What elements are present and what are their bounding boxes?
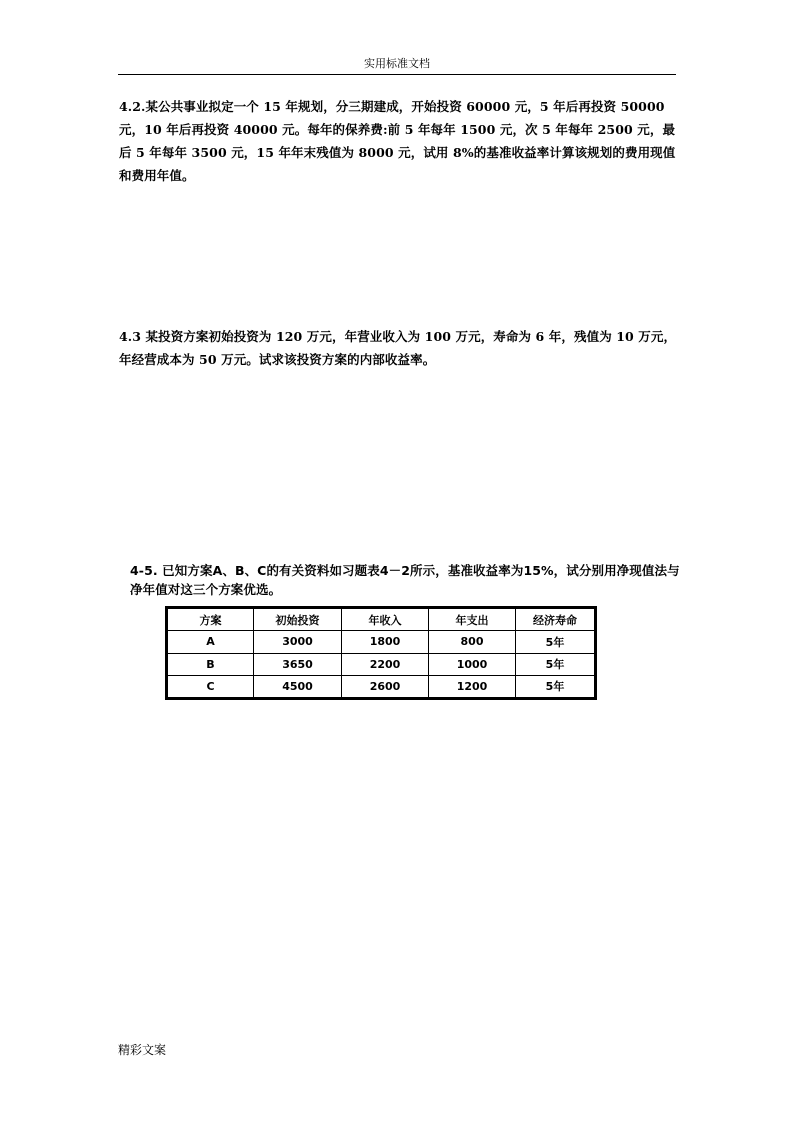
scheme-table-grid bbox=[167, 608, 595, 698]
table-cell: 5年 bbox=[516, 631, 595, 653]
table-cell: C bbox=[168, 675, 254, 697]
table-header-cell: 年收入 bbox=[342, 609, 429, 631]
table-header-cell: 初始投资 bbox=[254, 609, 342, 631]
table-header-cell: 经济寿命 bbox=[516, 609, 595, 631]
table-cell: 1200 bbox=[429, 675, 516, 697]
scheme-table bbox=[165, 606, 597, 700]
table-header-cell: 方案 bbox=[168, 609, 254, 631]
table-cell: A bbox=[168, 631, 254, 653]
problem-4-3: 4.3 某投资方案初始投资为 120 万元，年营业收入为 100 万元，寿命为 6 年，残值为 10 万元，年经营成本为 50 万元。试求该投资方案的内部收益率。 bbox=[119, 329, 677, 367]
table-cell: B bbox=[168, 653, 254, 675]
table-header-cell: 年支出 bbox=[429, 609, 516, 631]
table-row bbox=[168, 675, 595, 697]
page-header: 实用标准文档 bbox=[118, 55, 676, 75]
page-footer: 精彩文案 bbox=[118, 1043, 167, 1057]
table-row bbox=[168, 653, 595, 675]
table-cell: 1800 bbox=[342, 631, 429, 653]
table-cell: 4500 bbox=[254, 675, 342, 697]
problem-4-5: 4-5. 已知方案A、B、C的有关资料如习题表4－2所示，基准收益率为15%，试分别用净现值法与净年值对这三个方案优选。 bbox=[130, 563, 680, 597]
table-cell: 1000 bbox=[429, 653, 516, 675]
table-cell: 800 bbox=[429, 631, 516, 653]
table-header-row bbox=[168, 609, 595, 631]
table-cell: 5年 bbox=[516, 675, 595, 697]
table-cell: 5年 bbox=[516, 653, 595, 675]
table-row bbox=[168, 631, 595, 653]
table-cell: 2600 bbox=[342, 675, 429, 697]
table-cell: 3650 bbox=[254, 653, 342, 675]
problem-4-2: 4.2.某公共事业拟定一个 15 年规划，分三期建成，开始投资 60000 元，5 年后再投资 50000 元，10 年后再投资 40000 元。每年的保养费:前 5 年每年 1500 元，次 5 年每年 2500 元，最后 5 年每年 3500 元，15 年年末残值为 8000 元，试用 8%的基准收益率计算该规划的费用现值和费用年值。 bbox=[119, 99, 676, 183]
table-cell: 3000 bbox=[254, 631, 342, 653]
table-cell: 2200 bbox=[342, 653, 429, 675]
